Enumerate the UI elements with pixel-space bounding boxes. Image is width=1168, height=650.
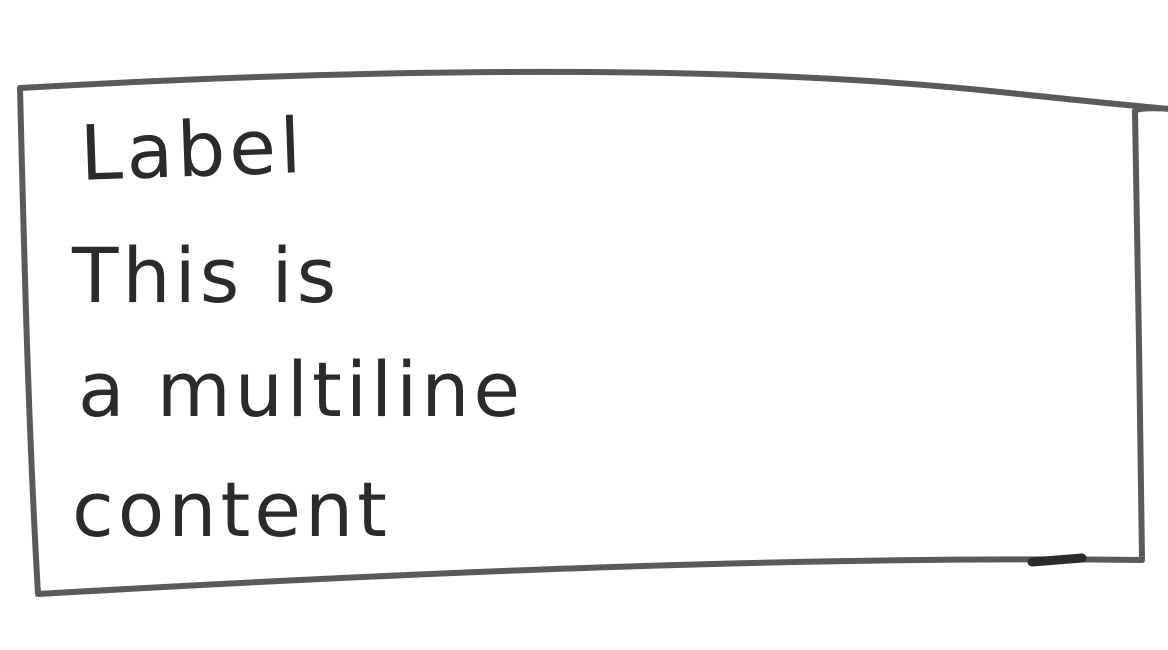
content-line-2: a multiline [78, 345, 525, 434]
content-line-3: content [72, 465, 391, 554]
content-line-1: This is [72, 231, 341, 320]
label-heading: Label [78, 101, 307, 198]
